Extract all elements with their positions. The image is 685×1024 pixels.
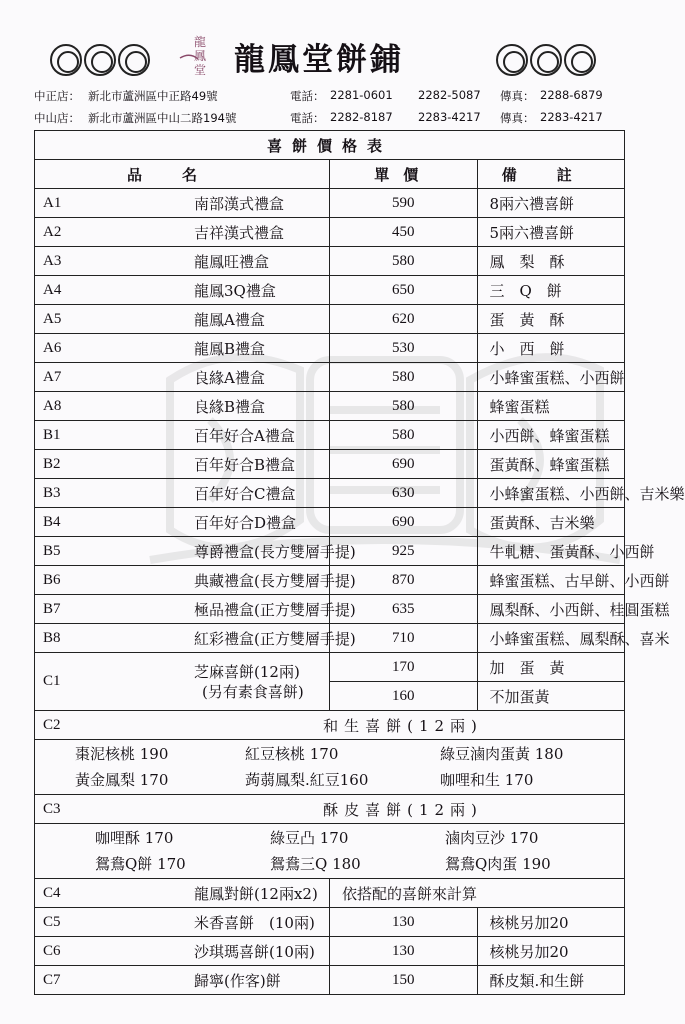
row-name	[182, 276, 330, 305]
table-row	[35, 305, 625, 334]
row-note: 小蜂蜜蛋糕、小西餅、吉米樂	[477, 479, 625, 508]
table-header-row	[35, 160, 625, 189]
row-note: 蜂蜜蛋糕、古早餅、小西餅	[477, 566, 625, 595]
row-price: 160	[330, 682, 478, 711]
c2-item: 紅豆核桃 170	[245, 745, 339, 763]
fax-number: 2288-6879	[540, 88, 603, 102]
row-name	[182, 305, 330, 334]
row-name	[182, 566, 356, 595]
row-note: 蛋黃酥、蜂蜜蛋糕	[477, 450, 625, 479]
c3-item: 鴛鴦Q肉蛋 190	[445, 855, 551, 873]
row-note: 小蜂蜜蛋糕、小西餅	[477, 363, 625, 392]
row-code: C2	[35, 711, 183, 740]
row-price: 690	[330, 508, 478, 537]
row-note: 小蜂蜜蛋糕、鳳梨酥、喜米	[477, 624, 625, 653]
price-table	[34, 130, 685, 995]
row-name-text: 龍鳳A禮盒	[194, 310, 265, 329]
c2-item: 咖哩和生 170	[440, 771, 534, 789]
branch-address: 新北市蘆洲區中山二路194號	[88, 111, 237, 125]
table-row-c2-title	[35, 711, 625, 740]
row-price: 580	[330, 363, 478, 392]
row-name	[182, 247, 330, 276]
row-code: C1	[35, 653, 183, 711]
row-code: B5	[35, 537, 183, 566]
row-name-text: 百年好合D禮盒	[194, 513, 297, 532]
row-name-text: 吉祥漢式禮盒	[194, 223, 285, 242]
table-row	[35, 937, 625, 966]
table-row	[35, 908, 625, 937]
row-name-text: 良緣A禮盒	[194, 368, 265, 387]
branch-label: 中山店：	[34, 111, 80, 125]
c2-item: 黃金鳳梨 170	[75, 771, 169, 789]
circle-icon	[564, 44, 596, 76]
row-name	[182, 421, 330, 450]
row-code: B6	[35, 566, 183, 595]
table-row	[35, 218, 625, 247]
table-title-row	[35, 131, 625, 160]
row-note: 核桃另加20	[477, 937, 625, 966]
table-row	[35, 450, 625, 479]
row-name-text: 良緣B禮盒	[194, 397, 266, 416]
row-note: 鳳 梨 酥	[477, 247, 625, 276]
row-code: A6	[35, 334, 183, 363]
col-header-note: 備註	[477, 160, 625, 189]
row-name-text: 百年好合A禮盒	[194, 426, 295, 445]
row-code: B8	[35, 624, 183, 653]
row-price: 925	[330, 537, 478, 566]
row-name	[182, 966, 330, 995]
row-price: 710	[330, 624, 478, 653]
table-row-c3-title	[35, 795, 625, 824]
svg-text:堂: 堂	[193, 63, 207, 77]
decorative-circles-right	[496, 44, 596, 76]
store-logo	[176, 32, 224, 78]
circle-icon	[50, 44, 82, 76]
row-note: 8兩六禮喜餅	[477, 189, 625, 218]
c2-items	[35, 740, 625, 795]
row-price: 580	[330, 247, 478, 276]
row-price: 635	[330, 595, 478, 624]
table-row	[35, 479, 625, 508]
row-note: 三 Q 餅	[477, 276, 625, 305]
row-name	[182, 937, 330, 966]
table-row	[35, 247, 625, 276]
table-row	[35, 421, 625, 450]
row-code: A7	[35, 363, 183, 392]
c3-item: 鴛鴦三Q 180	[270, 855, 361, 873]
store-name: 龍鳳堂餅鋪	[234, 42, 404, 78]
row-name	[182, 450, 330, 479]
table-row-c2-items	[35, 740, 625, 795]
row-note: 小 西 餅	[477, 334, 625, 363]
circle-icon	[84, 44, 116, 76]
table-row	[35, 392, 625, 421]
row-price: 590	[330, 189, 478, 218]
row-code: C6	[35, 937, 183, 966]
col-header-name: 品名	[35, 160, 330, 189]
row-code: C3	[35, 795, 183, 824]
table-row	[35, 537, 625, 566]
row-name	[182, 653, 330, 711]
row-price: 130	[330, 937, 478, 966]
table-row	[35, 966, 625, 995]
row-name-text: 紅彩禮盒(正方雙層手提)	[194, 629, 356, 648]
row-note: 小西餅、蜂蜜蛋糕	[477, 421, 625, 450]
row-price: 530	[330, 334, 478, 363]
row-note: 核桃另加20	[477, 908, 625, 937]
row-code: A4	[35, 276, 183, 305]
row-name-text: 百年好合B禮盒	[194, 455, 296, 474]
c2-title: 和生喜餅(12兩)	[182, 711, 625, 740]
row-name-text: 龍鳳對餅(12兩x2)	[194, 884, 318, 903]
row-price: 630	[330, 479, 478, 508]
row-name	[182, 218, 330, 247]
row-code: B4	[35, 508, 183, 537]
row-name	[182, 537, 356, 566]
row-code: A2	[35, 218, 183, 247]
tel-number: 2282-8187	[330, 110, 393, 124]
table-row	[35, 363, 625, 392]
row-code: B2	[35, 450, 183, 479]
c3-item: 鴛鴦Q餅 170	[95, 855, 186, 873]
row-code: B7	[35, 595, 183, 624]
tel-label: 電話：	[290, 89, 325, 103]
table-row-c3-items	[35, 824, 625, 879]
tel-number: 2281-0601	[330, 88, 393, 102]
c2-item: 蒟蒻鳳梨.紅豆160	[245, 771, 369, 789]
row-name-text: 米香喜餅 (10兩)	[194, 913, 315, 932]
logo-icon	[176, 32, 224, 78]
fax-number: 2283-4217	[540, 110, 603, 124]
row-code: B1	[35, 421, 183, 450]
table-row	[35, 189, 625, 218]
tel-number: 2282-5087	[418, 88, 481, 102]
table-row	[35, 566, 625, 595]
row-price: 150	[330, 966, 478, 995]
row-name	[182, 392, 330, 421]
table-row-c1a	[35, 653, 625, 682]
row-name	[182, 624, 356, 653]
row-name-text: 典藏禮盒(長方雙層手提)	[194, 571, 356, 590]
c3-item: 滷肉豆沙 170	[445, 829, 539, 847]
row-note: 蛋 黃 酥	[477, 305, 625, 334]
row-name-text: 尊爵禮盒(長方雙層手提)	[194, 542, 356, 561]
col-header-price: 單價	[330, 160, 478, 189]
row-name	[182, 479, 330, 508]
row-code: C4	[35, 879, 183, 908]
row-name-text: 沙琪瑪喜餅(10兩)	[194, 942, 315, 961]
row-name	[182, 334, 330, 363]
row-code: B3	[35, 479, 183, 508]
row-name	[182, 189, 330, 218]
row-name	[182, 595, 356, 624]
c3-item: 咖哩酥 170	[95, 829, 174, 847]
tel-label: 電話：	[290, 111, 325, 125]
svg-text:龍: 龍	[193, 35, 207, 49]
decorative-circles-left	[50, 44, 150, 76]
fax-label: 傳真：	[500, 89, 535, 103]
row-name-text: 百年好合C禮盒	[194, 484, 296, 503]
table-row	[35, 508, 625, 537]
row-price: 580	[330, 421, 478, 450]
c1-subtitle: (另有素食喜餅)	[202, 682, 304, 701]
header	[0, 0, 657, 130]
row-name-text: 南部漢式禮盒	[194, 194, 285, 213]
circle-icon	[530, 44, 562, 76]
branch-address: 新北市蘆洲區中正路49號	[88, 89, 218, 103]
row-price: 650	[330, 276, 478, 305]
table-row	[35, 276, 625, 305]
row-name-text: 極品禮盒(正方雙層手提)	[194, 600, 356, 619]
row-note: 不加蛋黃	[477, 682, 625, 711]
row-price: 450	[330, 218, 478, 247]
row-price: 690	[330, 450, 478, 479]
row-note: 5兩六禮喜餅	[477, 218, 625, 247]
row-code: A8	[35, 392, 183, 421]
table-row	[35, 624, 625, 653]
c2-item: 棗泥核桃 190	[75, 745, 169, 763]
svg-text:鳳: 鳳	[193, 49, 207, 63]
row-name-text: 歸寧(作客)餅	[194, 971, 281, 990]
row-price: 620	[330, 305, 478, 334]
row-note: 酥皮類.和生餅	[477, 966, 625, 995]
row-code: A3	[35, 247, 183, 276]
branch-label: 中正店：	[34, 89, 80, 103]
table-title: 喜餅價格表	[35, 131, 625, 160]
row-note: 蜂蜜蛋糕	[477, 392, 625, 421]
row-name	[182, 363, 330, 392]
row-name-text: 龍鳳3Q禮盒	[194, 281, 276, 300]
row-price: 870	[330, 566, 478, 595]
circle-icon	[118, 44, 150, 76]
row-code: C7	[35, 966, 183, 995]
row-name	[182, 908, 330, 937]
row-note: 蛋黃酥、吉米樂	[477, 508, 625, 537]
row-note: 加 蛋 黃	[477, 653, 625, 682]
circle-icon	[496, 44, 528, 76]
row-code: A1	[35, 189, 183, 218]
row-price: 170	[330, 653, 478, 682]
row-note: 依搭配的喜餅來計算	[330, 879, 625, 908]
row-code: A5	[35, 305, 183, 334]
table-row	[35, 334, 625, 363]
row-name-text: 龍鳳旺禮盒	[194, 252, 270, 271]
row-code: C5	[35, 908, 183, 937]
fax-label: 傳真：	[500, 111, 535, 125]
c3-item: 綠豆凸 170	[270, 829, 349, 847]
table-row	[35, 595, 625, 624]
row-note: 鳳梨酥、小西餅、桂圓蛋糕	[477, 595, 625, 624]
table-row-c4	[35, 879, 625, 908]
row-price: 130	[330, 908, 478, 937]
tel-number: 2283-4217	[418, 110, 481, 124]
c3-title: 酥皮喜餅(12兩)	[182, 795, 625, 824]
row-name-text: 龍鳳B禮盒	[194, 339, 266, 358]
row-note: 牛軋糖、蛋黃酥、小西餅	[477, 537, 625, 566]
c1-name: 芝麻喜餅(12兩)	[194, 662, 300, 681]
row-name	[182, 879, 330, 908]
c2-item: 綠豆滷肉蛋黃 180	[440, 745, 564, 763]
c3-items	[35, 824, 625, 879]
row-name	[182, 508, 330, 537]
row-price: 580	[330, 392, 478, 421]
